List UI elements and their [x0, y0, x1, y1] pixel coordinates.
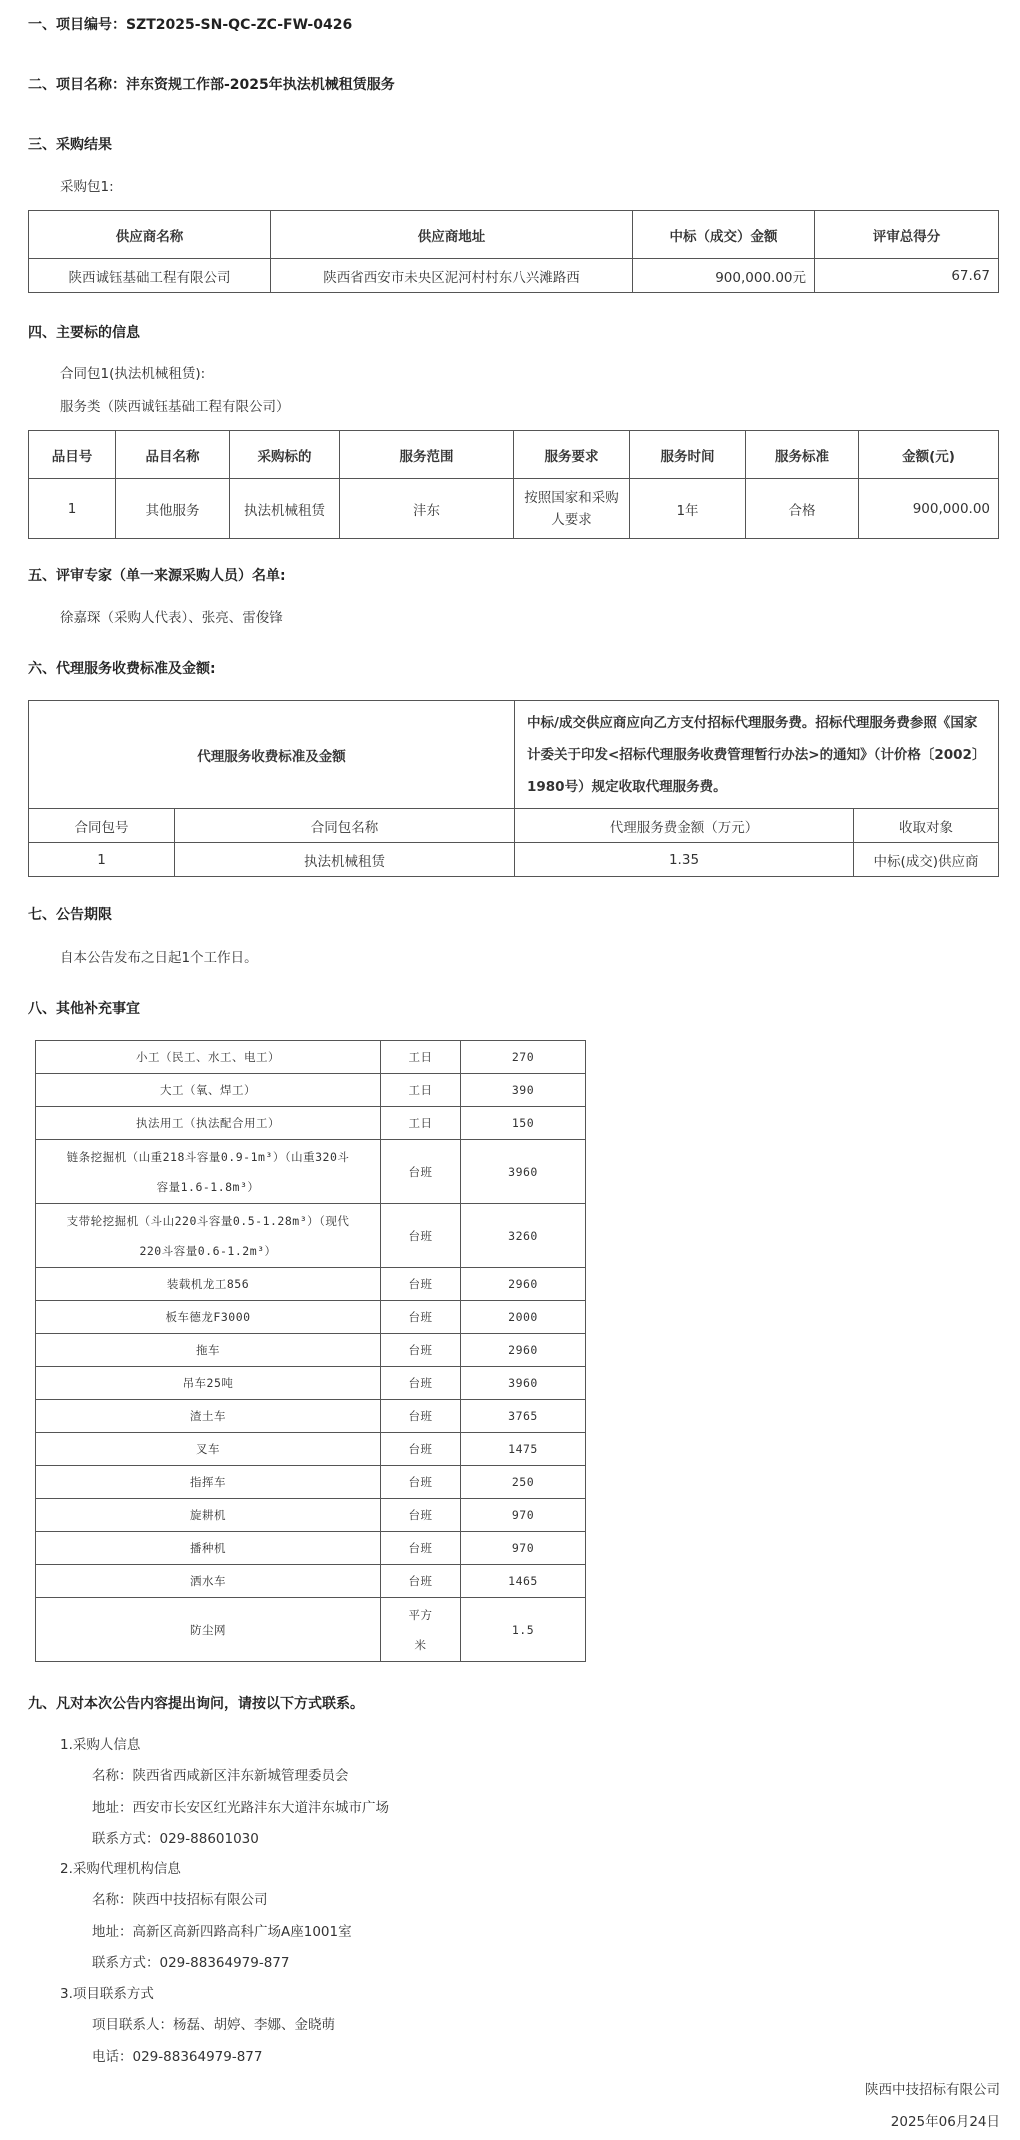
price-item-unit: 台班	[381, 1400, 461, 1433]
supplier-address: 陕西省西安市未央区泥河村村东八兴滩路西	[271, 259, 633, 293]
items-header: 服务时间	[630, 431, 746, 479]
buyer-phone: 联系方式：029-88601030	[92, 1831, 259, 1847]
project-phone: 电话：029-88364979-877	[92, 2049, 263, 2065]
price-row	[36, 1400, 586, 1433]
items-header: 服务要求	[514, 431, 630, 479]
fee-payer: 中标(成交)供应商	[854, 843, 999, 877]
price-item-name: 执法用工（执法配合用工）	[36, 1107, 381, 1140]
price-item-unit: 台班	[381, 1140, 461, 1204]
price-table	[35, 1040, 586, 1662]
price-item-unit: 台班	[381, 1204, 461, 1268]
result-header: 中标（成交）金额	[633, 211, 815, 259]
fee-header: 合同包名称	[175, 809, 515, 843]
price-item-unit: 台班	[381, 1301, 461, 1334]
price-row	[36, 1301, 586, 1334]
agency-address: 地址：高新区高新四路高科广场A座1001室	[92, 1924, 352, 1940]
price-item-name: 旋耕机	[36, 1499, 381, 1532]
price-item-unit: 平方米	[381, 1598, 461, 1662]
items-header: 采购标的	[230, 431, 340, 479]
price-row	[36, 1140, 586, 1204]
price-item-name: 小工（民工、水工、电工）	[36, 1041, 381, 1074]
price-row	[36, 1334, 586, 1367]
buyer-address: 地址：西安市长安区红光路沣东大道沣东城市广场	[92, 1800, 389, 1816]
agency-fee-table	[28, 700, 999, 877]
price-row	[36, 1532, 586, 1565]
review-score: 67.67	[815, 259, 999, 293]
result-header: 评审总得分	[815, 211, 999, 259]
service-requirement: 按照国家和采购人要求	[514, 479, 630, 539]
section-procurement-result: 三、采购结果	[28, 137, 112, 153]
price-item-unit: 台班	[381, 1565, 461, 1598]
price-row	[36, 1268, 586, 1301]
supplier-name: 陕西诚钰基础工程有限公司	[29, 259, 271, 293]
agency-info-title: 2.采购代理机构信息	[60, 1861, 181, 1877]
price-item-price: 2000	[461, 1301, 586, 1334]
items-header: 品目名称	[116, 431, 230, 479]
price-item-unit: 台班	[381, 1268, 461, 1301]
price-row	[36, 1499, 586, 1532]
project-contacts: 项目联系人：杨磊、胡婷、李娜、金晓萌	[92, 2017, 335, 2033]
price-item-name: 吊车25吨	[36, 1367, 381, 1400]
fee-package-name: 执法机械租赁	[175, 843, 515, 877]
price-item-price: 1.5	[461, 1598, 586, 1662]
price-item-unit: 台班	[381, 1433, 461, 1466]
price-item-unit: 工日	[381, 1107, 461, 1140]
price-item-unit: 工日	[381, 1041, 461, 1074]
fee-standard-text: 中标/成交供应商应向乙方支付招标代理服务费。招标代理服务费参照《国家计委关于印发<招标代理服务收费管理暂行办法>的通知》（计价格〔2002〕1980号）规定收取代理服务费。	[515, 701, 999, 809]
items-header: 服务标准	[746, 431, 859, 479]
notice-period-text: 自本公告发布之日起1个工作日。	[60, 950, 258, 966]
price-item-name: 渣土车	[36, 1400, 381, 1433]
price-item-name: 板车德龙F3000	[36, 1301, 381, 1334]
service-standard: 合格	[746, 479, 859, 539]
items-header: 品目号	[29, 431, 116, 479]
price-item-price: 3960	[461, 1140, 586, 1204]
items-table	[28, 430, 999, 539]
price-item-price: 2960	[461, 1334, 586, 1367]
item-name: 其他服务	[116, 479, 230, 539]
price-item-name: 链条挖掘机（山重218斗容量0.9-1m³）（山重320斗容量1.6-1.8m³）	[36, 1140, 381, 1204]
price-item-unit: 台班	[381, 1499, 461, 1532]
price-row	[36, 1598, 586, 1662]
price-item-name: 播种机	[36, 1532, 381, 1565]
item-number: 1	[29, 479, 116, 539]
expert-names: 徐嘉琛（采购人代表）、张亮、雷俊锋	[60, 610, 283, 626]
price-item-unit: 台班	[381, 1532, 461, 1565]
buyer-info-title: 1.采购人信息	[60, 1737, 141, 1753]
service-scope: 沣东	[340, 479, 514, 539]
price-row	[36, 1204, 586, 1268]
service-time: 1年	[630, 479, 746, 539]
price-item-name: 拖车	[36, 1334, 381, 1367]
fee-header: 代理服务费金额（万元）	[515, 809, 854, 843]
project-contact-title: 3.项目联系方式	[60, 1986, 154, 2002]
items-header: 金额(元)	[859, 431, 999, 479]
section-main-items: 四、主要标的信息	[28, 325, 140, 341]
price-item-unit: 台班	[381, 1367, 461, 1400]
price-item-price: 1475	[461, 1433, 586, 1466]
item-subject: 执法机械租赁	[230, 479, 340, 539]
project-name	[28, 74, 395, 94]
price-row	[36, 1367, 586, 1400]
price-row	[36, 1074, 586, 1107]
fee-header: 收取对象	[854, 809, 999, 843]
project-name-value: 沣东资规工作部-2025年执法机械租赁服务	[126, 77, 395, 93]
price-item-price: 390	[461, 1074, 586, 1107]
price-item-price: 3260	[461, 1204, 586, 1268]
footer-date: 2025年06月24日	[890, 2114, 1000, 2130]
price-item-price: 1465	[461, 1565, 586, 1598]
price-row	[36, 1041, 586, 1074]
items-header: 服务范围	[340, 431, 514, 479]
price-item-unit: 工日	[381, 1074, 461, 1107]
price-item-price: 970	[461, 1532, 586, 1565]
price-item-name: 支带轮挖掘机（斗山220斗容量0.5-1.28m³）（现代220斗容量0.6-1.2m³）	[36, 1204, 381, 1268]
price-row	[36, 1433, 586, 1466]
price-item-price: 2960	[461, 1268, 586, 1301]
buyer-name: 名称：陕西省西咸新区沣东新城管理委员会	[92, 1768, 349, 1784]
price-row	[36, 1466, 586, 1499]
section-contact: 九、凡对本次公告内容提出询问，请按以下方式联系。	[28, 1696, 364, 1712]
price-row	[36, 1107, 586, 1140]
project-number-label: 一、项目编号：	[28, 17, 126, 33]
price-item-price: 270	[461, 1041, 586, 1074]
price-item-price: 250	[461, 1466, 586, 1499]
result-header: 供应商地址	[271, 211, 633, 259]
price-item-price: 3765	[461, 1400, 586, 1433]
fee-standard-label: 代理服务收费标准及金额	[29, 701, 515, 809]
price-item-name: 防尘网	[36, 1598, 381, 1662]
agency-phone: 联系方式：029-88364979-877	[92, 1955, 290, 1971]
price-item-name: 洒水车	[36, 1565, 381, 1598]
project-name-label: 二、项目名称：	[28, 77, 126, 93]
contract-package: 合同包1(执法机械租赁):	[60, 366, 206, 382]
price-row	[36, 1565, 586, 1598]
project-number	[28, 14, 352, 34]
package-label: 采购包1:	[60, 179, 114, 195]
price-item-name: 大工（氧、焊工）	[36, 1074, 381, 1107]
award-amount: 900,000.00元	[633, 259, 815, 293]
section-notice-period: 七、公告期限	[28, 907, 112, 923]
fee-header: 合同包号	[29, 809, 175, 843]
project-number-value: SZT2025-SN-QC-ZC-FW-0426	[126, 17, 353, 33]
price-item-price: 970	[461, 1499, 586, 1532]
price-item-name: 装载机龙工856	[36, 1268, 381, 1301]
section-agency-fee: 六、代理服务收费标准及金额:	[28, 661, 216, 677]
result-table	[28, 210, 999, 293]
price-item-name: 指挥车	[36, 1466, 381, 1499]
price-item-name: 叉车	[36, 1433, 381, 1466]
price-item-price: 150	[461, 1107, 586, 1140]
result-header: 供应商名称	[29, 211, 271, 259]
footer-company: 陕西中技招标有限公司	[865, 2082, 1000, 2098]
item-amount: 900,000.00	[859, 479, 999, 539]
price-item-price: 3960	[461, 1367, 586, 1400]
fee-amount: 1.35	[515, 843, 854, 877]
fee-package-number: 1	[29, 843, 175, 877]
section-experts: 五、评审专家（单一来源采购人员）名单:	[28, 568, 286, 584]
section-supplementary: 八、其他补充事宜	[28, 1001, 140, 1017]
agency-name: 名称：陕西中技招标有限公司	[92, 1892, 268, 1908]
service-category: 服务类（陕西诚钰基础工程有限公司）	[60, 399, 290, 415]
price-item-unit: 台班	[381, 1466, 461, 1499]
price-item-unit: 台班	[381, 1334, 461, 1367]
